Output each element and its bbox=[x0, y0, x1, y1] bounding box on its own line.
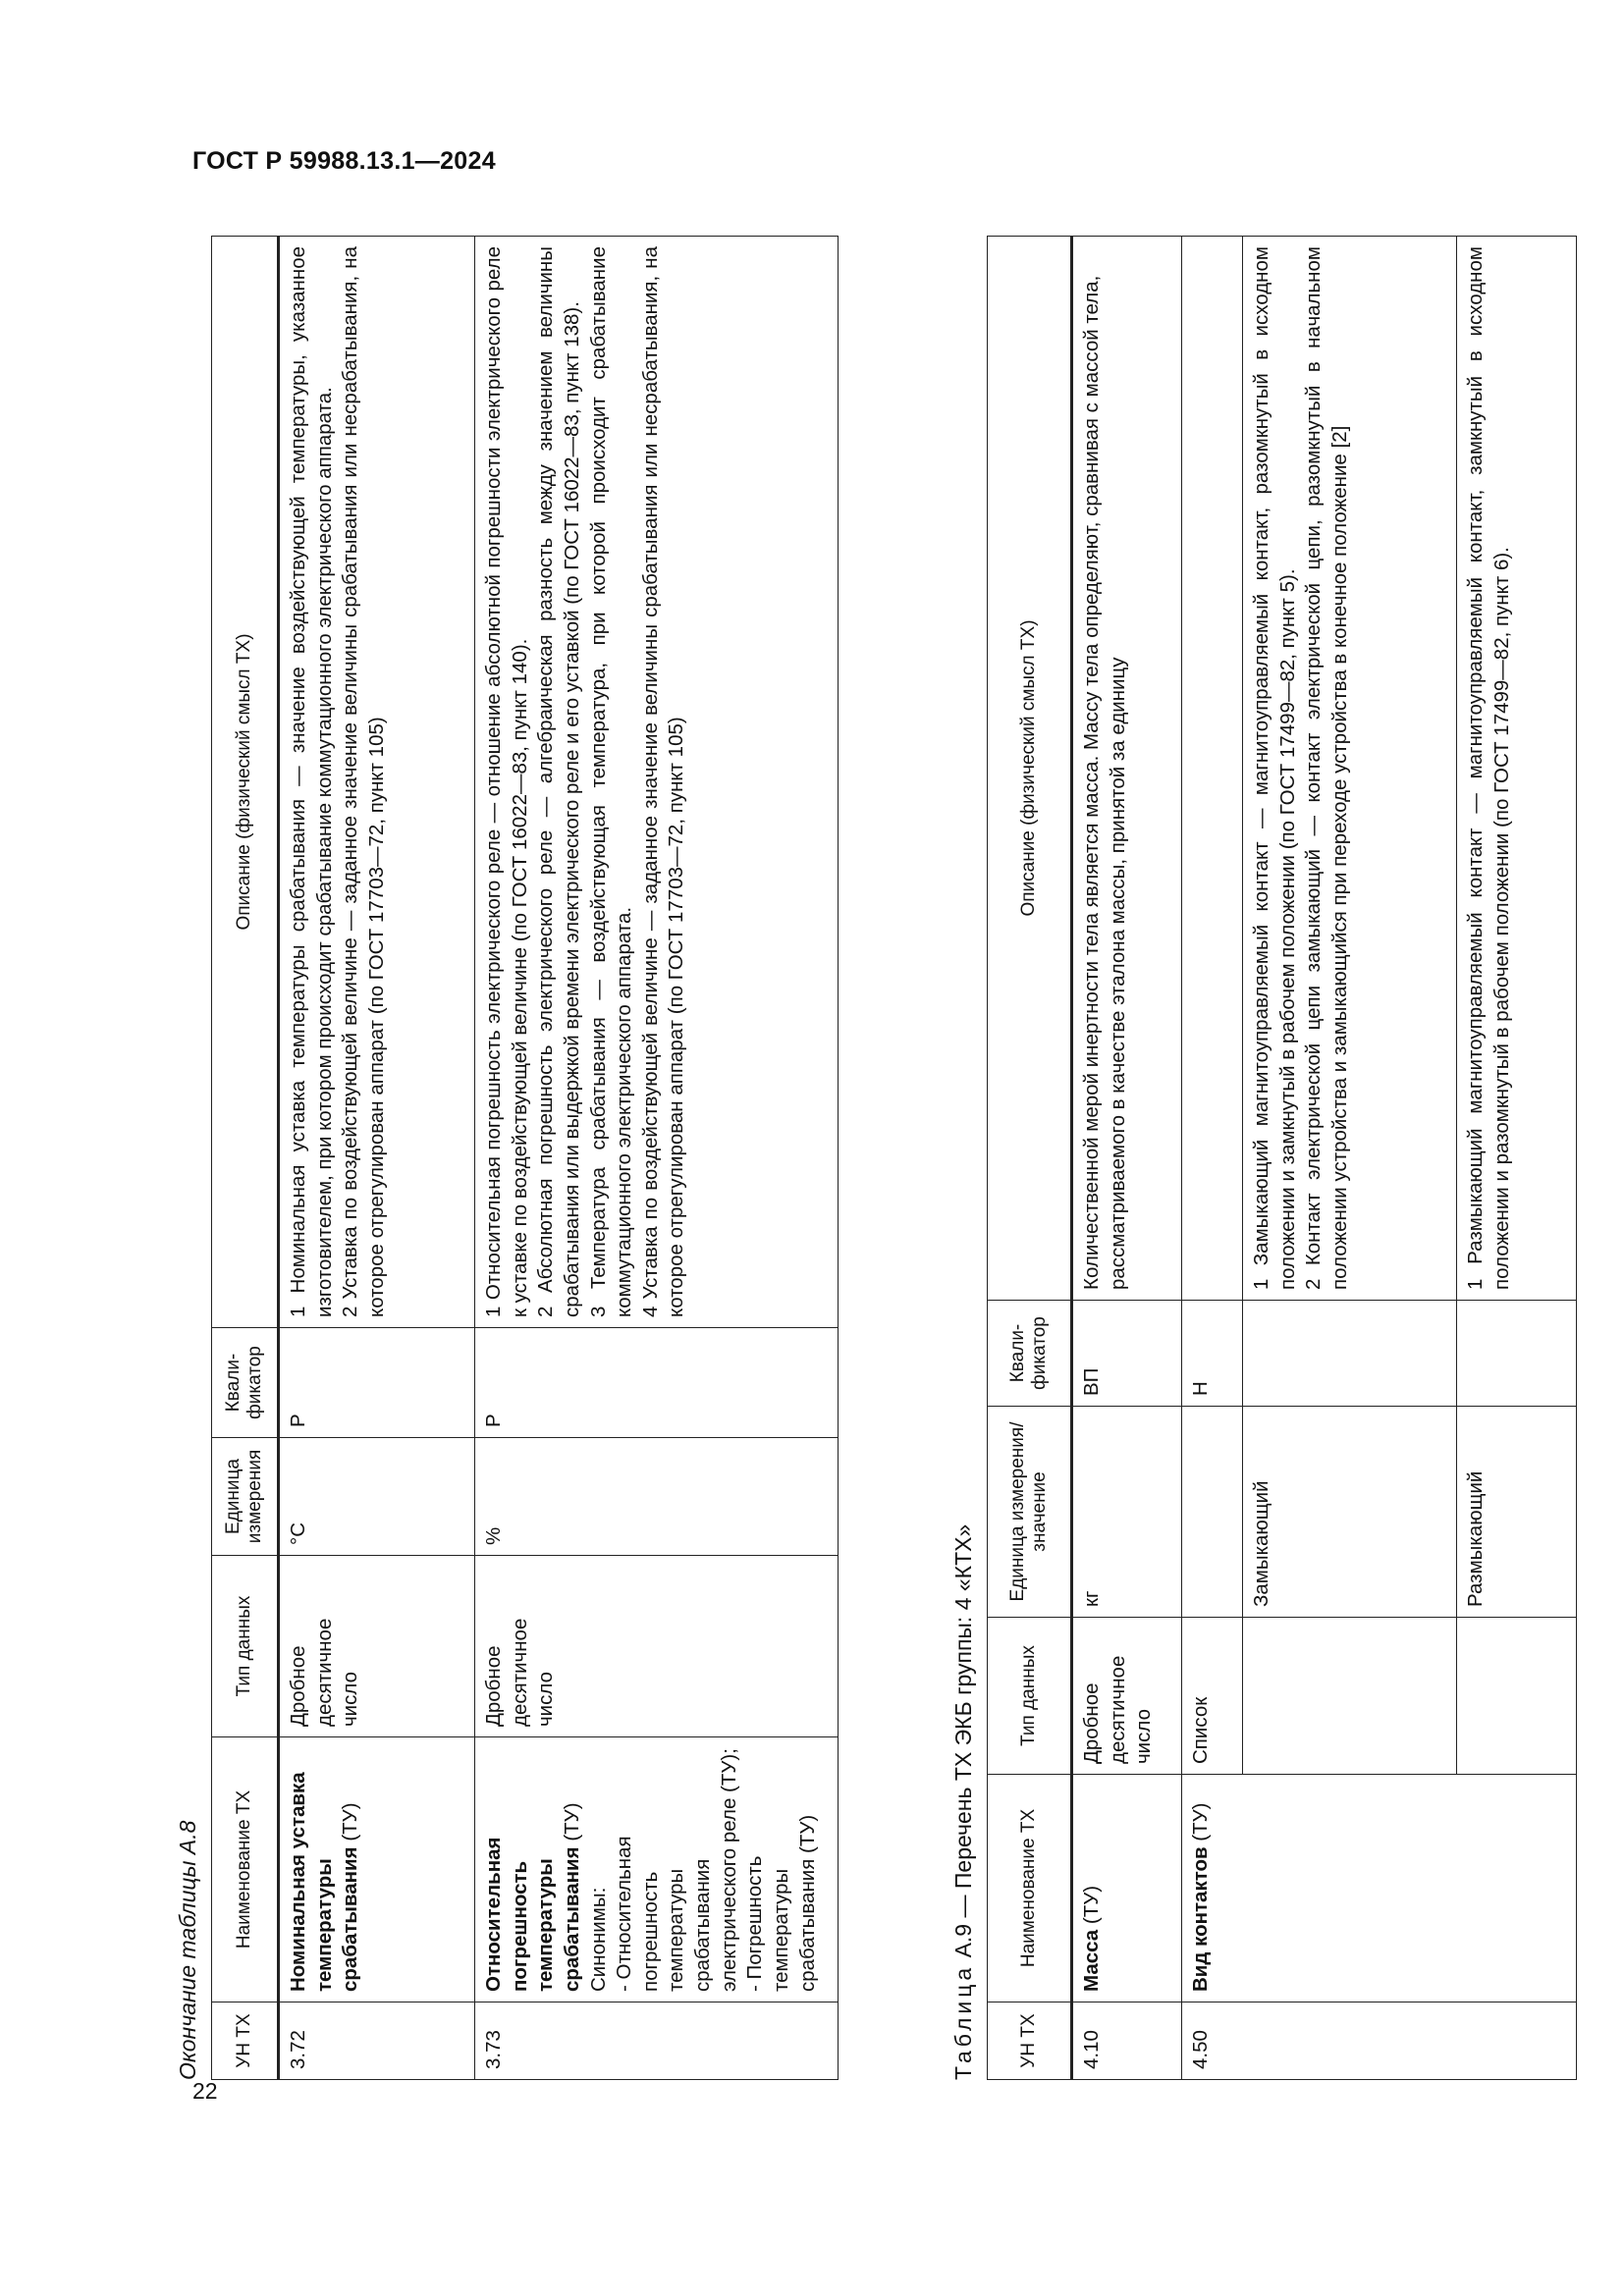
synonyms-label: Синонимы: bbox=[586, 1887, 610, 1992]
value-description bbox=[1457, 237, 1577, 1301]
row-name-source: (ТУ) bbox=[1189, 1802, 1212, 1842]
row-name bbox=[1072, 1775, 1182, 2002]
col-header-description: Описание (физический смысл ТХ) bbox=[212, 237, 279, 1328]
desc-paragraph: 2 Абсолютная погрешность электрического реле — алгебраическая разность между значением величины срабатывания или выдержкой времени электрического реле и его уставкой (по ГОСТ 16022—83, пункт 138). bbox=[534, 246, 583, 1317]
row-data-type: Список bbox=[1182, 1618, 1243, 1775]
row-name-bold: Вид контактов bbox=[1189, 1846, 1212, 1992]
value-spacer bbox=[1457, 1618, 1577, 1775]
value-qualifier bbox=[1457, 1301, 1577, 1407]
row-unit: кг bbox=[1072, 1407, 1182, 1618]
row-unit: °С bbox=[279, 1438, 475, 1556]
row-description bbox=[279, 237, 475, 1328]
page-number: 22 bbox=[192, 2078, 218, 2104]
row-qualifier: Р bbox=[475, 1328, 839, 1438]
row-name-source: (ТУ) bbox=[1080, 1885, 1103, 1925]
desc-paragraph: 2 Уставка по воздействующей величине — заданное значение величины срабатывания или несрабатывания, на которое отрегулирован аппарат (по ГОСТ 17703—72, пункт 105) bbox=[339, 246, 388, 1317]
row-qualifier: Р bbox=[279, 1328, 475, 1438]
row-name-source: (ТУ) bbox=[339, 1802, 362, 1842]
row-description: Количественной мерой инертности тела является масса. Массу тела определяют, сравнивая с массой тела, рассматриваемого в качестве эталона массы, принятой за единицу bbox=[1072, 237, 1182, 1301]
desc-paragraph: 1 Относительная погрешность электрического реле — отношение абсолютной погрешности электрического реле к уставке по воздействующей величине (по ГОСТ 16022—83, пункт 140). bbox=[482, 246, 531, 1317]
row-qualifier: ВП bbox=[1072, 1301, 1182, 1407]
value-spacer bbox=[1243, 1618, 1457, 1775]
desc-paragraph: 4 Уставка по воздействующей величине — заданное значение величины срабатывания или несрабатывания, на которое отрегулирован аппарат (по ГОСТ 17703—72, пункт 105) bbox=[638, 246, 688, 1317]
row-id: 4.10 bbox=[1072, 2002, 1182, 2080]
row-name-bold: Номинальная уставка температуры срабатывания bbox=[287, 1772, 362, 1992]
col-header-qualifier: Квали-фикатор bbox=[988, 1301, 1072, 1407]
col-header-description: Описание (физический смысл ТХ) bbox=[988, 237, 1072, 1301]
desc-paragraph: 1 Замыкающий магнитоуправляемый контакт — магнитоуправляемый контакт, разомкнутый в исходном положении и замкнутый в рабочем положении (по ГОСТ 17499—82, пункт 5). bbox=[1250, 246, 1299, 1290]
col-header-name: Наименование ТХ bbox=[988, 1775, 1072, 2002]
row-id: 3.73 bbox=[475, 2002, 839, 2080]
table-a9-caption bbox=[950, 236, 977, 2080]
desc-paragraph: 1 Номинальная уставка температуры срабатывания — значение воздействующей температуры, указанное изготовителем, при котором происходит срабатывание коммутационного электрического аппарата. bbox=[287, 246, 336, 1317]
row-qualifier: Н bbox=[1182, 1301, 1243, 1407]
table-row bbox=[279, 237, 475, 2080]
table-a8 bbox=[211, 236, 839, 2080]
row-data-type: Дробное десятичное число bbox=[1072, 1618, 1182, 1775]
desc-paragraph: 3 Температура срабатывания — воздействующая температура, при которой происходит срабатывание коммутационного электрического аппарата. bbox=[586, 246, 636, 1317]
value-label: Размыкающий bbox=[1457, 1407, 1577, 1618]
col-header-type: Тип данных bbox=[212, 1556, 279, 1737]
row-name bbox=[279, 1737, 475, 2002]
desc-paragraph: 1 Размыкающий магнитоуправляемый контакт — магнитоуправляемый контакт, замкнутый в исходном положении и разомкнутый в рабочем положении (по ГОСТ 17499—82, пункт 6). bbox=[1464, 246, 1513, 1290]
synonym-item: - Погрешность температуры срабатывания (ТУ) bbox=[743, 1814, 819, 1992]
table-a9 bbox=[987, 236, 1577, 2080]
col-header-name: Наименование ТХ bbox=[212, 1737, 279, 2002]
table-row bbox=[1182, 237, 1243, 2080]
row-data-type: Дробное десятичное число bbox=[279, 1556, 475, 1737]
row-unit bbox=[1182, 1407, 1243, 1618]
value-description bbox=[1243, 237, 1457, 1301]
row-data-type: Дробное десятичное число bbox=[475, 1556, 839, 1737]
document-header: ГОСТ Р 59988.13.1—2024 bbox=[192, 147, 496, 175]
col-header-id: УН ТХ bbox=[988, 2002, 1072, 2080]
col-header-qualifier: Квали-фикатор bbox=[212, 1328, 279, 1438]
row-name bbox=[1182, 1775, 1577, 2002]
row-name bbox=[475, 1737, 839, 2002]
col-header-type: Тип данных bbox=[988, 1618, 1072, 1775]
row-name-bold: Масса bbox=[1080, 1929, 1103, 1992]
col-header-unit: Единица измерения bbox=[212, 1438, 279, 1556]
table-a9-caption-prefix: Таблица bbox=[950, 1963, 976, 2080]
row-unit: % bbox=[475, 1438, 839, 1556]
table-a9-caption-title: А.9 — Перечень ТХ ЭКБ группы: 4 «КТХ» bbox=[950, 1523, 976, 1958]
table-a8-block bbox=[175, 236, 839, 2080]
row-description bbox=[1182, 237, 1243, 1301]
row-description bbox=[475, 237, 839, 1328]
synonym-item: - Относительная погрешность температуры срабатывания электрического реле (ТУ); bbox=[613, 1748, 740, 1992]
value-qualifier bbox=[1243, 1301, 1457, 1407]
col-header-unit: Единица измерения/ значение bbox=[988, 1407, 1072, 1618]
row-name-bold: Относительная погрешность температуры срабатывания bbox=[482, 1837, 583, 1992]
row-id: 4.50 bbox=[1182, 2002, 1577, 2080]
table-row bbox=[475, 237, 839, 2080]
row-id: 3.72 bbox=[279, 2002, 475, 2080]
desc-paragraph: 2 Контакт электрической цепи замыкающий — контакт электрической цепи, разомкнутый в начальном положении устройства и замыкающийся при переходе устройства в конечное положение [2] bbox=[1302, 246, 1351, 1290]
col-header-id: УН ТХ bbox=[212, 2002, 279, 2080]
table-row bbox=[1072, 237, 1182, 2080]
value-label: Замыкающий bbox=[1243, 1407, 1457, 1618]
table-a9-block bbox=[950, 236, 1577, 2080]
row-name-source: (ТУ) bbox=[560, 1802, 583, 1842]
table-a8-caption: Окончание таблицы А.8 bbox=[175, 1820, 200, 2080]
